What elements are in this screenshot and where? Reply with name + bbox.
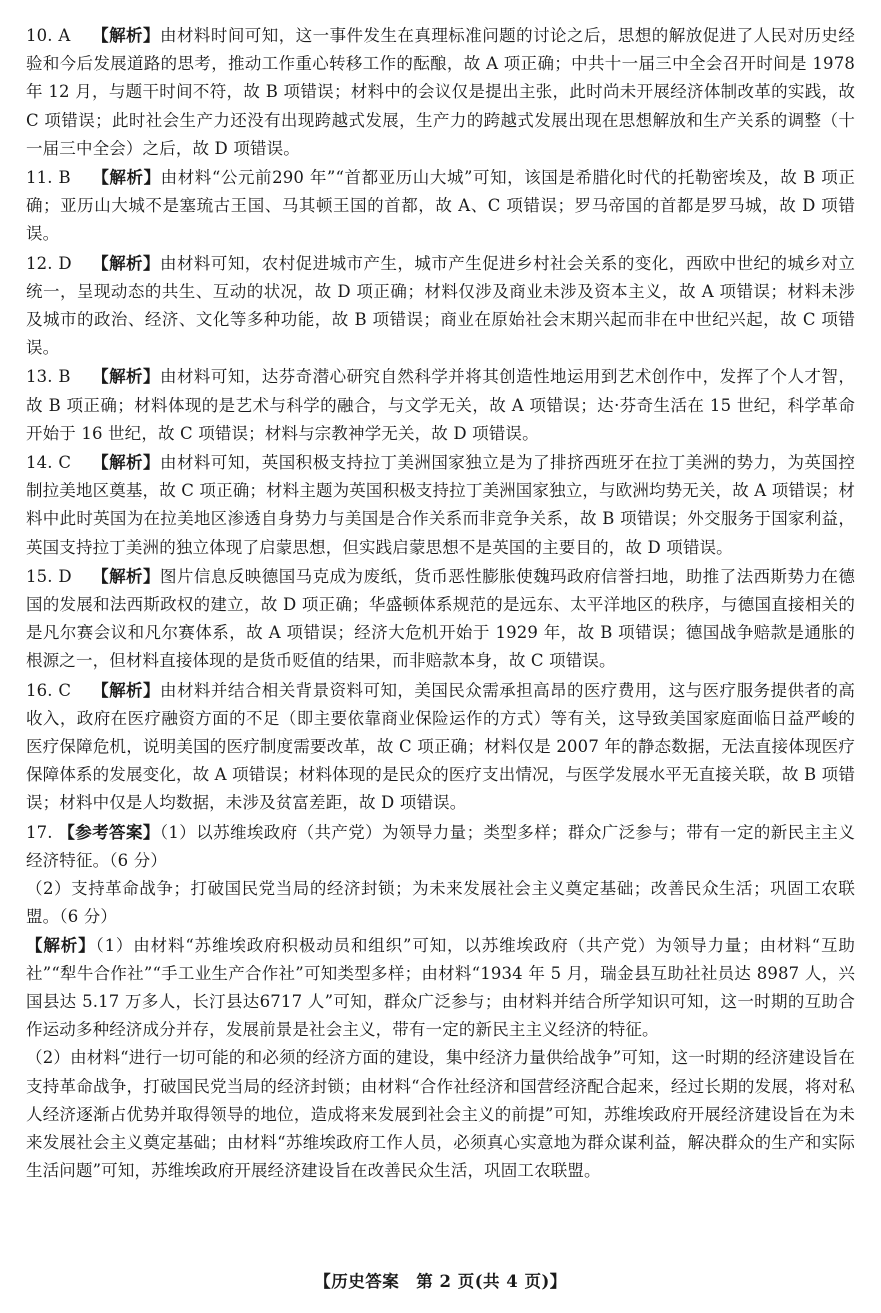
analysis-text: 由材料可知，英国积极支持拉丁美洲国家独立是为了排挤西班牙在拉丁美洲的势力，为英国控制拉美地区奠基，故 C 项正确；材料主题为英国积极支持拉丁美洲国家独立，与欧洲均势无关，故 A 项错误；材料中此时英国为在拉美地区渗透自身势力与美国是合作关系而非竞争关系，故 B 项错误；外交服务于国家利益，英国支持拉丁美洲的独立体现了启蒙思想，但实践启蒙思想不是英国的主要目的，故 D 项错误。 [26, 453, 855, 557]
analysis-text: 由材料“公元前290 年”“首都亚历山大城”可知，该国是希腊化时代的托勒密埃及，故 B 项正确；亚历山大城不是塞琉古王国、马其顿王国的首都，故 A、C 项错误；罗马帝国的首都是罗马城，故 D 项错误。 [26, 168, 855, 244]
answer-item-10 [26, 22, 855, 163]
reference-answer-tag: 【参考答案】 [58, 822, 160, 842]
answer-item-16 [26, 677, 855, 818]
question-number: 12. [26, 253, 53, 273]
analysis-text: 由材料并结合相关背景资料可知，美国民众需承担高昂的医疗费用，这与医疗服务提供者的高收入，政府在医疗融资方面的不足（即主要依靠商业保险运作的方式）等有关，这导致美国家庭面临日益严峻的医疗保障危机，说明美国的医疗制度需要改革，故 C 项正确；材料仅是 2007 年的静态数据，无法直接体现医疗保障体系的发展变化，故 A 项错误；材料体现的是民众的医疗支出情况，与医学发展水平无直接关联，故 B 项错误；材料中仅是人均数据，未涉及贫富差距，故 D 项错误。 [26, 680, 855, 813]
answer-letter: D [58, 566, 72, 586]
answer-letter: C [58, 680, 72, 700]
answer-item-15 [26, 563, 855, 676]
question-number: 10. [26, 26, 53, 45]
page-footer: 【历史答案 第 2 页(共 4 页)】 [314, 1272, 567, 1291]
analysis-text: 由材料可知，达芬奇潜心研究自然科学并将其创造性地运用到艺术创作中，发挥了个人才智，故 B 项正确；材料体现的是艺术与科学的融合，与文学无关，故 A 项错误；达·芬奇生活在 15 世纪，科学革命开始于 16 世纪，故 C 项错误；材料与宗教神学无关，故 D 项错误。 [26, 367, 855, 443]
analysis-part-1 [26, 932, 855, 1045]
answer-letter: D [58, 253, 72, 273]
analysis-tag: 【解析】 [26, 935, 96, 955]
answer-letter: B [58, 367, 71, 387]
reference-answer-text-2: （2）支持革命战争；打破国民党当局的经济封锁；为未来发展社会主义奠定基础；改善民众生活；巩固工农联盟。（6 分） [26, 879, 855, 927]
analysis-text: 图片信息反映德国马克成为废纸，货币恶性膨胀使魏玛政府信誉扫地，助推了法西斯势力在德国的发展和法西斯政权的建立，故 D 项正确；华盛顿体系规范的是远东、太平洋地区的秩序，与德国直接相关的是凡尔赛会议和凡尔赛体系，故 A 项错误；经济大危机开始于 1929 年，故 B 项错误；德国战争赔款是通胀的根源之一，但材料直接体现的是货币贬值的结果，而非赔款本身，故 C 项错误。 [26, 566, 855, 671]
analysis-tag: 【解析】 [92, 680, 160, 700]
analysis-tag: 【解析】 [92, 253, 160, 273]
analysis-tag: 【解析】 [92, 367, 160, 387]
reference-answer-part-1 [26, 819, 855, 875]
analysis-text-1: （1）由材料“苏维埃政府积极动员和组织”可知，以苏维埃政府（共产党）为领导力量；由材料“互助社”“犁牛合作社”“手工业生产合作社”可知类型多样；由材料“1934 年 5 月，瑞金县互助社社员达 8987 人，兴国县达 5.17 万多人，长汀县达6717 人”可知，群众广泛参与；由材料并结合所学知识可知，这一时期的互助合作运动多种经济成分并存，发展前景是社会主义，带有一定的新民主主义经济的特征。 [26, 935, 855, 1040]
answer-item-13 [26, 363, 855, 448]
question-number: 15. [26, 566, 53, 586]
analysis-tag: 【解析】 [92, 453, 160, 473]
answer-item-14 [26, 449, 855, 562]
answer-item-12 [26, 250, 855, 363]
analysis-tag: 【解析】 [92, 566, 160, 586]
answer-letter: A [58, 26, 71, 45]
analysis-text: 由材料可知，农村促进城市产生，城市产生促进乡村社会关系的变化，西欧中世纪的城乡对立统一，呈现动态的共生、互动的状况，故 D 项正确；材料仅涉及商业未涉及资本主义，故 A 项错误；材料未涉及城市的政治、经济、文化等多种功能，故 B 项错误；商业在原始社会末期兴起而非在中世纪兴起，故 C 项错误。 [26, 253, 855, 358]
analysis-text-2: （2）由材料“进行一切可能的和必须的经济方面的建设，集中经济力量供给战争”可知，这一时期的经济建设旨在支持革命战争，打破国民党当局的经济封锁；由材料“合作社经济和国营经济配合起来，经过长期的发展，将对私人经济逐渐占优势并取得领导的地位，造成将来发展到社会主义的前提”可知，苏维埃政府开展经济建设旨在为未来发展社会主义奠定基础；由材料“苏维埃政府工作人员，必须真心实意地为群众谋利益，解决群众的生产和实际生活问题”可知，苏维埃政府开展经济建设旨在改善民众生活，巩固工农联盟。 [26, 1048, 855, 1181]
answer-item-11 [26, 164, 855, 249]
question-number: 17. [26, 822, 53, 842]
question-number: 13. [26, 367, 53, 387]
answer-letter: B [58, 168, 71, 188]
answer-item-17 [26, 819, 855, 1186]
question-number: 16. [26, 680, 53, 700]
analysis-tag: 【解析】 [92, 168, 161, 188]
answer-letter: C [58, 453, 72, 473]
analysis-text: 由材料时间可知，这一事件发生在真理标准问题的讨论之后，思想的解放促进了人民对历史经验和今后发展道路的思考，推动工作重心转移工作的酝酿，故 A 项正确；中共十一届三中全会召开时间是 1978 年 12 月，与题干时间不符，故 B 项错误；材料中的会议仅是提出主张，此时尚未开展经济体制改革的实践，故 C 项错误；此时社会生产力还没有出现跨越式发展，生产力的跨越式发展出现在思想解放和生产关系的调整（十一届三中全会）之后，故 D 项错误。 [26, 26, 855, 158]
question-number: 14. [26, 453, 53, 473]
reference-answer-part-2 [26, 875, 855, 931]
analysis-part-2 [26, 1044, 855, 1185]
reference-answer-text-1: （1）以苏维埃政府（共产党）为领导力量；类型多样；群众广泛参与；带有一定的新民主主义经济特征。（6 分） [26, 822, 855, 870]
question-number: 11. [26, 168, 53, 188]
analysis-tag: 【解析】 [92, 26, 160, 45]
